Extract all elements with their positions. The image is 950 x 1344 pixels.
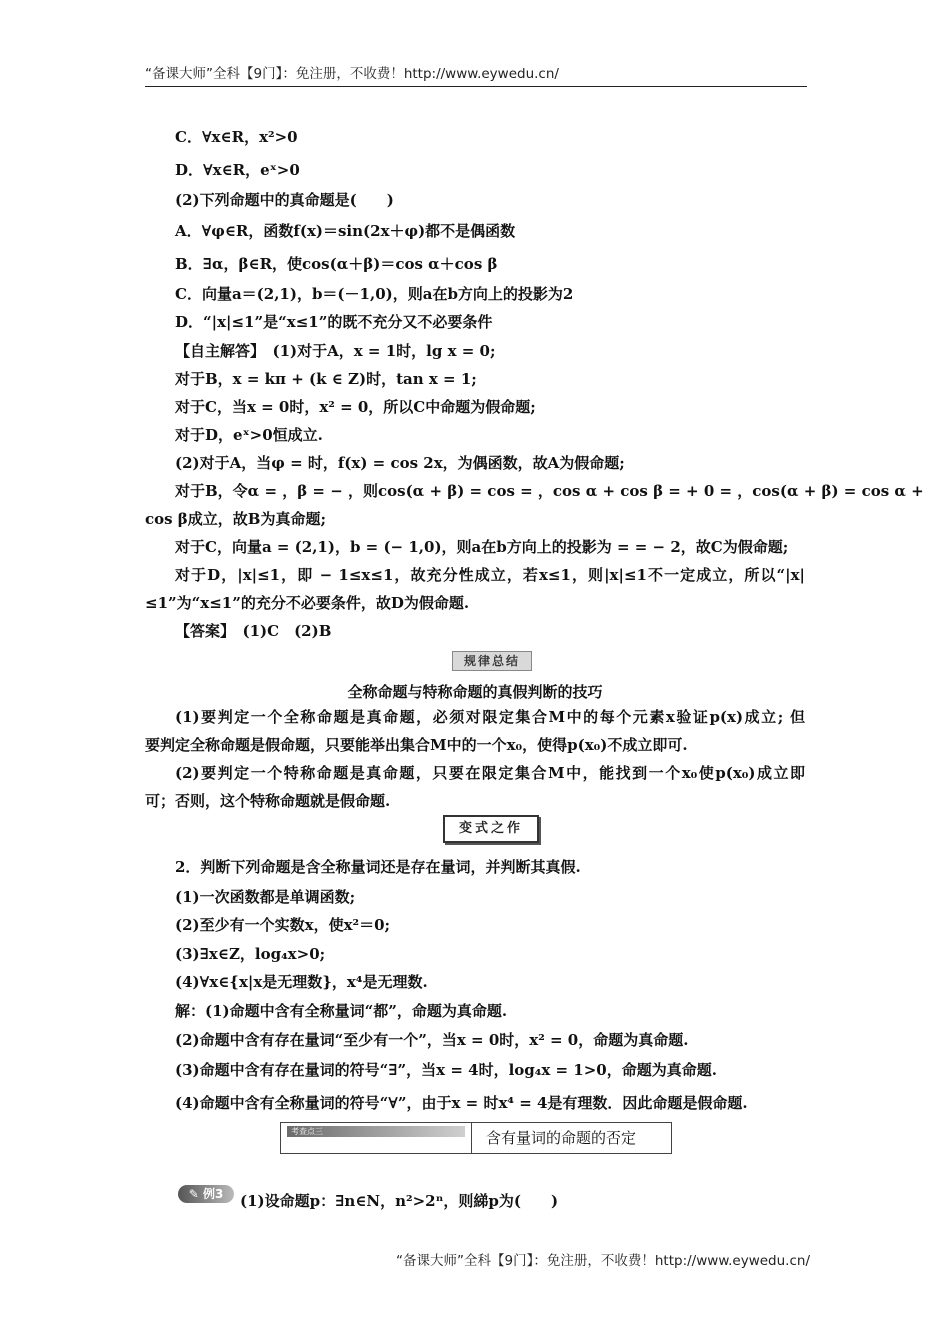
solution-line: 对于C，向量a = (2,1)，b = (− 1,0)，则a在b方向上的投影为 = = − 2，故C为假命题; (175, 538, 789, 556)
rule-line: (1)要判定一个全称命题是真命题，必须对限定集合M中的每个元素x验证p(x)成立; 但 (175, 708, 805, 726)
variant-line: (3)∃x∈Z，log₄x>0; (175, 945, 326, 963)
page-header: “备课大师”全科【9门】：免注册，不收费！http://www.eywedu.cn/ (145, 66, 559, 82)
solution-line: 对于D，eˣ>0恒成立. (175, 426, 323, 444)
variant-line: (4)命题中含有全称量词的符号“∀”，由于x = 时x⁴ = 4是有理数．因此命题是假命题. (175, 1094, 748, 1112)
knowledge-point-box (280, 1122, 672, 1154)
answer-line: 【答案】 (1)C (2)B (175, 622, 332, 640)
solution-line: 【自主解答】 (1)对于A，x = 1时，lg x = 0; (175, 342, 496, 360)
rule-line: 要判定全称命题是假命题，只要能举出集合M中的一个x₀，使得p(x₀)不成立即可. (145, 736, 688, 754)
option-d2: D．“|x|≤1”是“x≤1”的既不充分又不必要条件 (175, 313, 493, 331)
knowledge-point-tag-cell (281, 1123, 472, 1153)
rule-line: (2)要判定一个特称命题是真命题，只要在限定集合M中，能找到一个x₀使p(x₀)成立即 (175, 764, 805, 782)
variant-line: (2)至少有一个实数x，使x²＝0; (175, 916, 391, 934)
solution-line: cos β成立，故B为真命题; (145, 510, 326, 528)
variant-line: 解：(1)命题中含有全称量词“都”，命题为真命题. (175, 1002, 508, 1020)
variant-line: (4)∀x∈{x|x是无理数}，x⁴是无理数. (175, 973, 428, 991)
variant-badge: 变式之作 (443, 815, 539, 843)
solution-line: 对于B，x = kπ + (k ∈ Z)时，tan x = 1; (175, 370, 477, 388)
knowledge-point-tag: 考查点三 (287, 1126, 465, 1137)
solution-line: 对于B，令α = ，β = − ，则cos(α + β) = cos = ，cos α + cos β = + 0 = ，cos(α + β) = cos α + (175, 482, 924, 500)
question-2: (2)下列命题中的真命题是( ) (175, 191, 394, 209)
option-b: B．∃α，β∈R，使cos(α＋β)＝cos α＋cos β (175, 255, 498, 273)
rule-summary-badge: 规律总结 (452, 651, 532, 671)
pencil-icon: ✎ (188, 1187, 199, 1201)
solution-line: (2)对于A，当φ = 时，f(x) = cos 2x，为偶函数，故A为假命题; (175, 454, 625, 472)
option-c: C．∀x∈R，x²>0 (175, 128, 298, 146)
example-label: 例3 (202, 1187, 224, 1201)
option-a: A．∀φ∈R，函数f(x)＝sin(2x＋φ)都不是偶函数 (175, 222, 516, 240)
variant-line: (3)命题中含有存在量词的符号“∃”，当x = 4时，log₄x = 1>0，命题为真命题. (175, 1061, 717, 1079)
variant-line: 2．判断下列命题是含全称量词还是存在量词，并判断其真假. (175, 858, 581, 876)
variant-line: (2)命题中含有存在量词“至少有一个”，当x = 0时，x² = 0，命题为真命题. (175, 1031, 689, 1049)
solution-line: 对于D，|x|≤1，即 − 1≤x≤1，故充分性成立，若x≤1，则|x|≤1不一定成立，所以“|x| (175, 566, 805, 584)
solution-line: 对于C，当x = 0时，x² = 0，所以C中命题为假命题; (175, 398, 536, 416)
option-d: D．∀x∈R，eˣ>0 (175, 161, 300, 179)
example-badge (178, 1185, 234, 1203)
example-question: (1)设命题p：∃n∈N，n²>2ⁿ，则綈p为( ) (240, 1192, 559, 1210)
rule-title: 全称命题与特称命题的真假判断的技巧 (347, 683, 603, 701)
page-footer: “备课大师”全科【9门】：免注册，不收费！http://www.eywedu.cn/ (396, 1253, 810, 1269)
solution-line: ≤1”为“x≤1”的充分不必要条件，故D为假命题. (145, 594, 470, 612)
variant-line: (1)一次函数都是单调函数; (175, 888, 356, 906)
option-c2: C．向量a＝(2,1)，b＝(－1,0)，则a在b方向上的投影为2 (175, 285, 574, 303)
rule-line: 可；否则，这个特称命题就是假命题. (145, 792, 391, 810)
knowledge-point-title: 含有量词的命题的否定 (486, 1129, 637, 1147)
header-rule (145, 86, 807, 87)
